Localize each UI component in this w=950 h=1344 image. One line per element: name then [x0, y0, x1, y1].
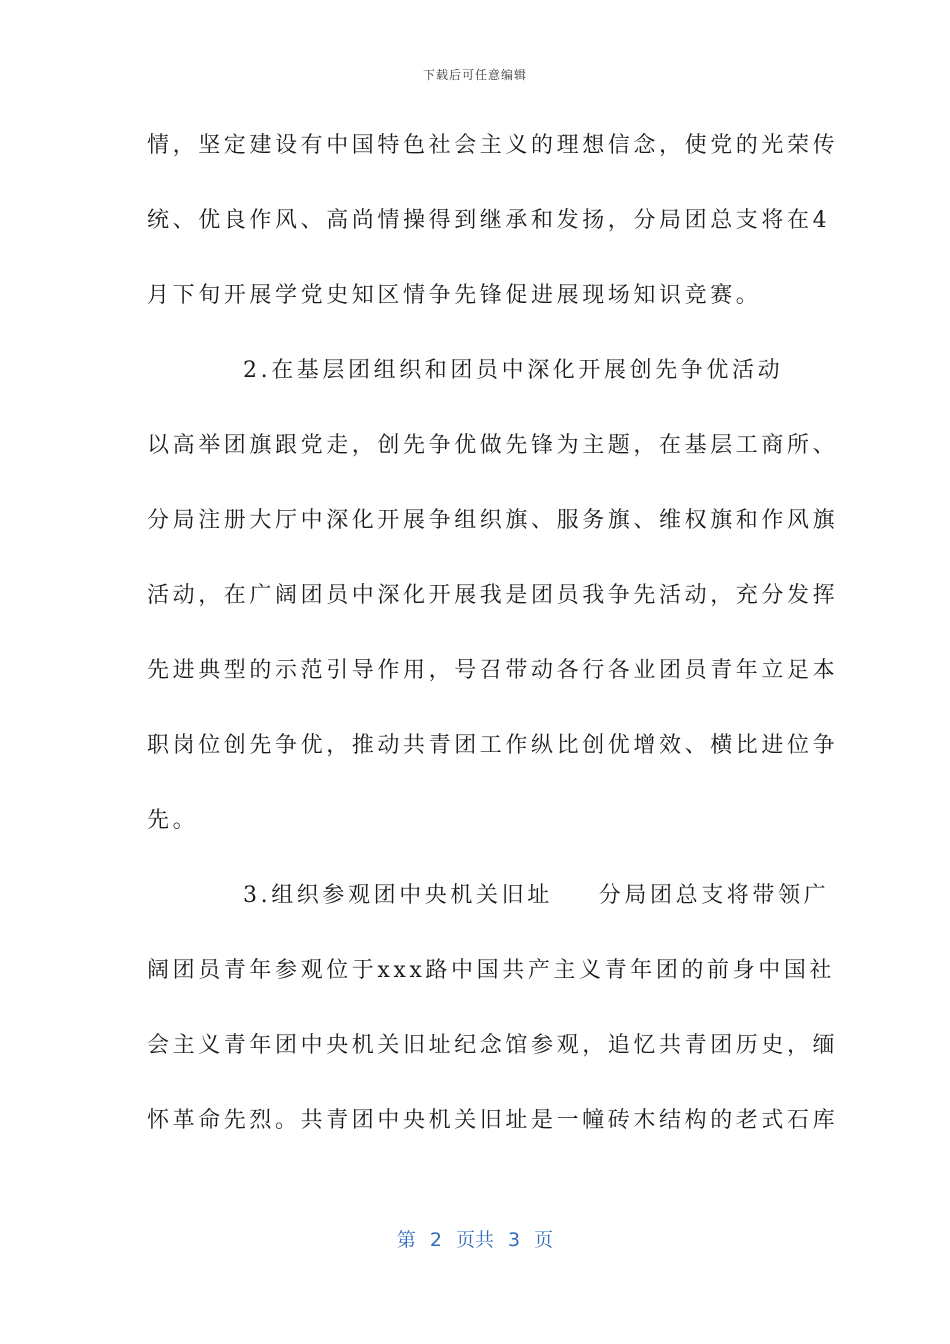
footer-suffix: 页 — [534, 1229, 554, 1251]
body-line-9: 职岗位创先争优，推动共青团工作纵比创优增效、横比进位争 — [147, 733, 839, 758]
body-line-7: 活动，在广阔团员中深化开展我是团员我争先活动，充分发挥 — [147, 583, 839, 608]
body-line-13: 会主义青年团中央机关旧址纪念馆参观，追忆共青团历史，缅 — [147, 1033, 839, 1058]
section-heading-2: 2.在基层团组织和团员中深化开展创先争优活动 — [243, 358, 784, 383]
body-line-1: 情，坚定建设有中国特色社会主义的理想信念，使党的光荣传 — [147, 133, 839, 158]
section-3-lead: 分局团总支将带领广 — [598, 883, 830, 908]
body-line-14: 怀革命先烈。共青团中央机关旧址是一幢砖木结构的老式石库 — [147, 1108, 839, 1133]
footer-page-number: 2 — [429, 1229, 442, 1251]
section-heading-3-line — [243, 881, 903, 911]
header-note: 下载后可任意编辑 — [422, 68, 527, 82]
footer-total-pages: 3 — [508, 1229, 521, 1251]
body-line-6: 分局注册大厅中深化开展争组织旗、服务旗、维权旗和作风旗 — [147, 508, 839, 533]
body-line-3: 月下旬开展学党史知区情争先锋促进展现场知识竞赛。 — [147, 283, 762, 308]
section-heading-3: 3.组织参观团中央机关旧址 — [243, 883, 553, 908]
footer-prefix: 第 — [396, 1229, 416, 1251]
body-line-12: 阔团员青年参观位于xxx路中国共产主义青年团的前身中国社 — [147, 958, 836, 983]
page-footer — [0, 1225, 950, 1252]
footer-middle: 页共 — [455, 1229, 494, 1251]
body-line-2: 统、优良作风、高尚情操得到继承和发扬，分局团总支将在4 — [147, 208, 831, 233]
body-line-8: 先进典型的示范引导作用，号召带动各行各业团员青年立足本 — [147, 658, 839, 683]
body-line-5: 以高举团旗跟党走，创先争优做先锋为主题，在基层工商所、 — [147, 433, 839, 458]
body-line-10: 先。 — [147, 808, 199, 833]
